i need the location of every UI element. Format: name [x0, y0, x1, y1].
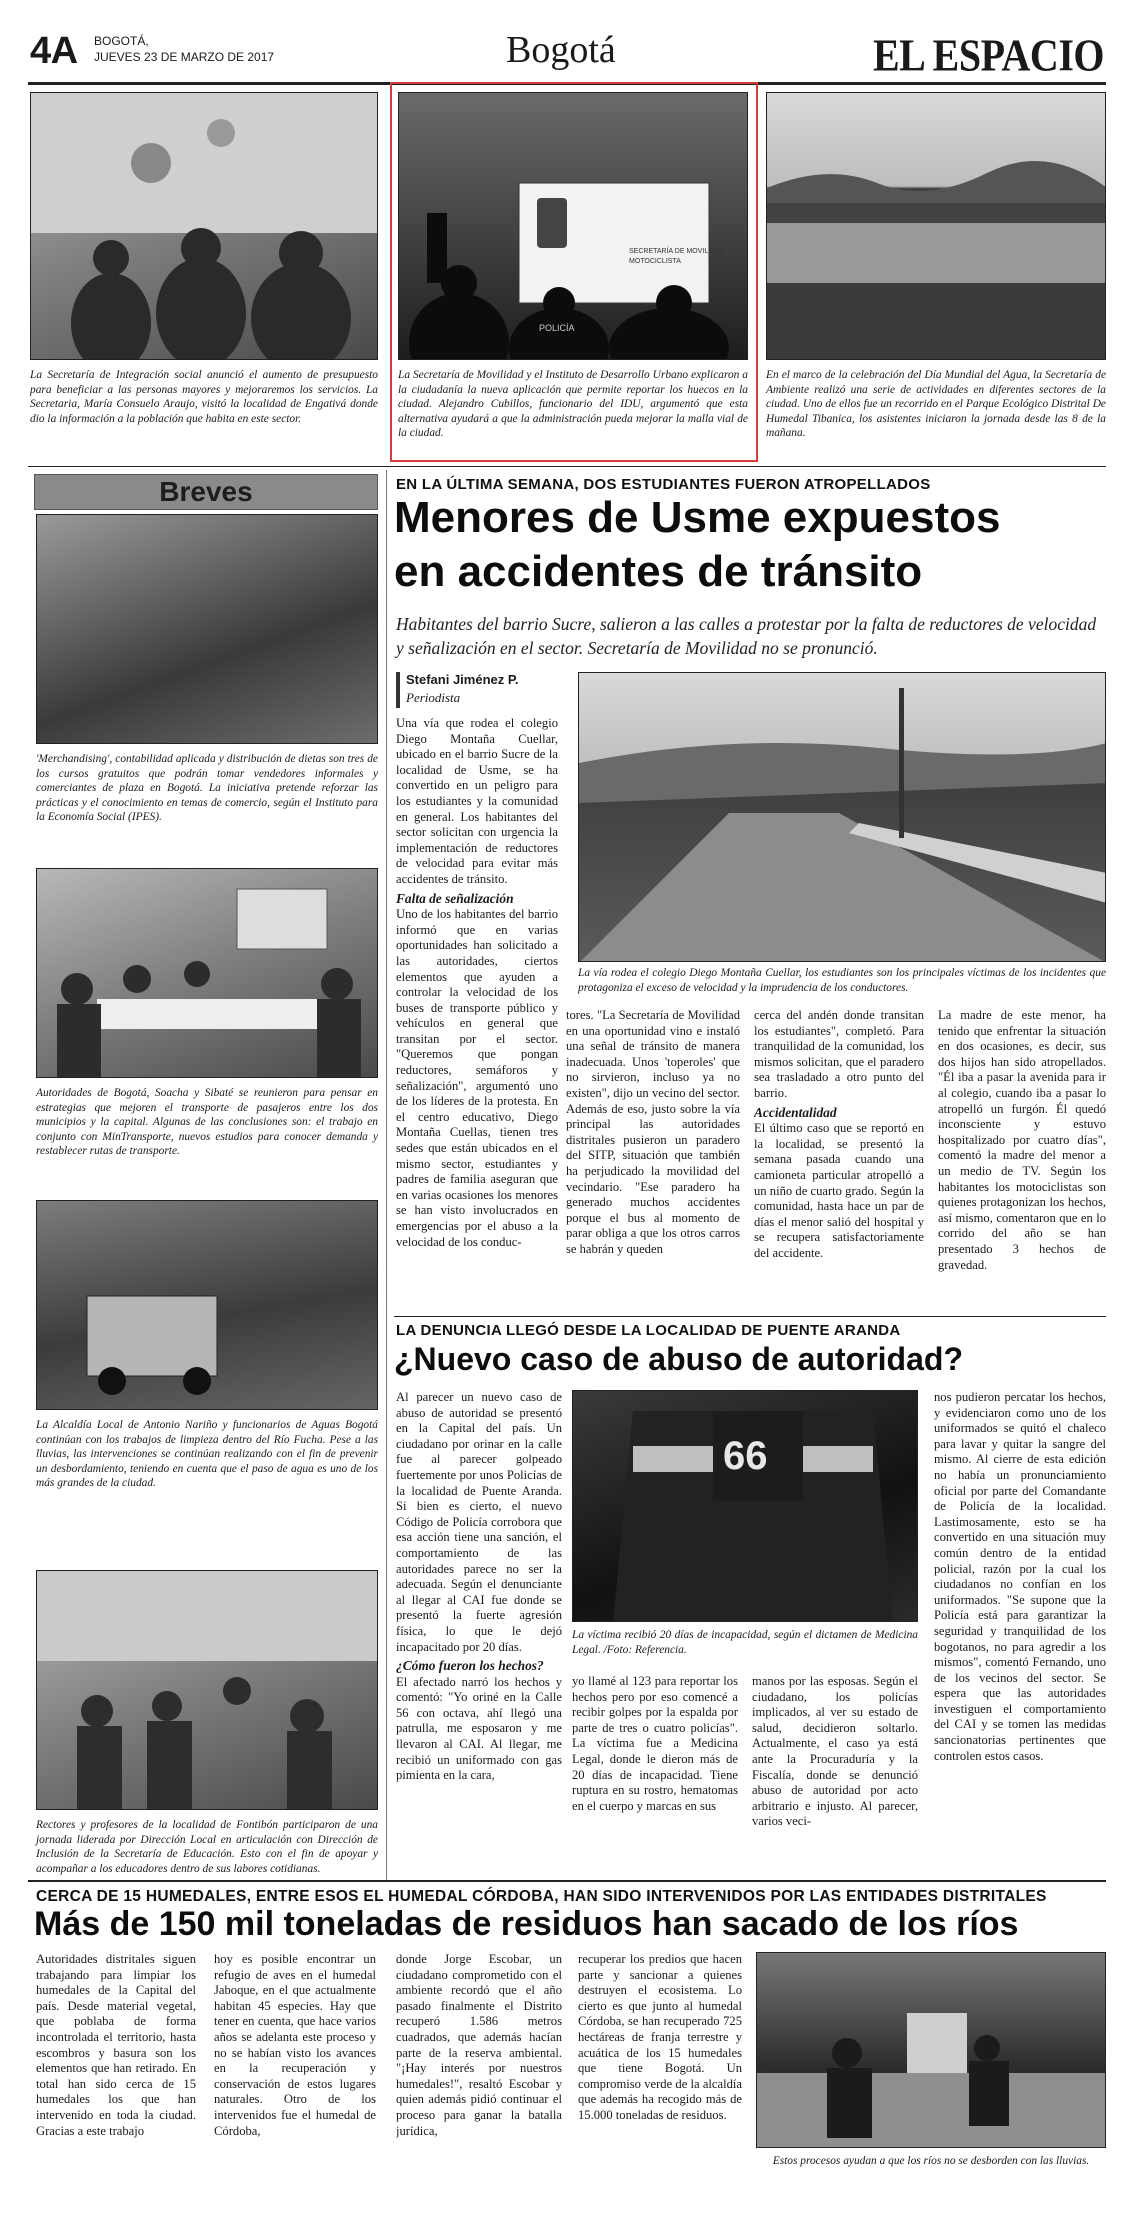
newspaper-logo: EL ESPACIO — [873, 29, 1104, 81]
article3-kicker: CERCA DE 15 HUMEDALES, ENTRE ESOS EL HUMEDAL CÓRDOBA, HAN SIDO INTERVENIDOS POR LAS ENTIDADES DISTRITALES — [36, 1888, 1047, 1905]
article1-col3: cerca del andén donde transitan los estudiantes", completó. Para tranquilidad de la comunidad, los mismos solicitan, que el paradero sea trasladado a otro punto del barrio. Accidentalidad El último caso que se reportó en la localidad, se presentó la semana pasada cuando una camioneta particular atropelló a un niño de cuarto grado. Según la comunidad, hasta hace un par de días el menor salió del hospital y se recupera satisfactoriamente del accidente. — [754, 1008, 924, 1260]
article2-col2: yo llamé al 123 para reportar los hechos pero por eso comencé a recibir golpes por la espalda por parte de tres o cuatro policías". La víctima fue a Medicina Legal, donde le dieron más de 20 días de incapacidad. Tiene ruptura en su rostro, hematomas en el cuerpo y marcas en sus — [572, 1674, 738, 1813]
article1-headline-2: en accidentes de tránsito — [394, 547, 923, 596]
breves-title: Breves — [159, 476, 253, 507]
article1-col2: tores. "La Secretaría de Movilidad en una oportunidad vino e instaló una señal de tránsito de manera inadecuada. Unos 'toperoles' que no sirvieron, incluso ya no existen", dijo un vecino del sector. Además de eso, justo sobre la vía principal las autoridades distritales pusieron un paradero del SITP, situación que también ha perjudicado la movilidad del vecindario. "Ese paradero ha generado muchos accidentes porque el bus al momento de parar obliga a que los otros carros se habrán y queden — [566, 1008, 740, 1256]
article3-headline: Más de 150 mil toneladas de residuos han sacado de los ríos — [34, 1905, 1019, 1943]
masthead-date: JUEVES 23 DE MARZO DE 2017 — [94, 50, 275, 64]
article2-headline: ¿Nuevo caso de abuso de autoridad? — [394, 1341, 963, 1377]
wetland-scene-icon — [767, 93, 1106, 360]
article1-photo-caption: La vía rodea el colegio Diego Montaña Cuellar, los estudiantes son los principales víctimas de los incidentes que protagoniza el exceso de velocidad y la imprudencia de los conductores. — [578, 967, 1106, 994]
article1-subhead-2: Accidentalidad — [754, 1104, 837, 1120]
author-bar — [396, 672, 400, 708]
meeting-scene-icon — [31, 93, 378, 360]
truck-icon — [37, 1201, 378, 1410]
article1-col4: La madre de este menor, ha tenido que enfrentar la situación en dos ocasiones, es decir, sus dos hijos han sido atropellados. "Él iba a pasar la avenida para ir al colegio, cuando iba a pasar lo atropelló un furgón. Él quedó inconsciente y estuvo hospitalizado por cuatro días", comentó la madre del menor a un medio de TV. Según los habitantes los motociclistas son quienes protagonizan los hechos, así mismo, comentaron que en lo corrido del año se han presentado 3 hechos de gravedad. — [938, 1008, 1106, 1272]
breves-photo-4 — [36, 1570, 378, 1810]
breves-caption-4: Rectores y profesores de la localidad de Fontibón participaron de una jornada liderada por Dirección Local en articulación con Dirección de Inclusión de la Secretaría de Educación. Esto con el fin de apoyar y acompañar a los educadores dentro de sus labores cotidianas. — [36, 1819, 378, 1875]
top-section-rule — [28, 466, 1106, 467]
article3-photo-caption: Estos procesos ayudan a que los ríos no se desborden con las lluvias. — [772, 2155, 1090, 2167]
article2-col1: Al parecer un nuevo caso de abuso de autoridad se presentó en la Capital del país. Un ciudadano por orinar en la calle fue al parecer golpeado fuertemente por unos Policías de la localidad de Puente Aranda. Si bien es cierto, el nuevo Código de Policía corrobora que esa acción tiene una sanción, el comportamiento de las autoridades parece no ser la adecuada. Según el denunciante al llegar al CAI fue donde se presentó la fuerte agresión física, lo que le dejó incapacitado por 20 días. ¿Cómo fueron los hechos? El afectado narró los hechos y comentó: "Yo oriné en la Calle 56 con octava, ahí llegó una patrulla, me esposaron y me llevaron al CAI. Al llegar, me recibió un uniformado con gas pimienta en la cara, — [396, 1390, 562, 1783]
river-workers-icon — [757, 1953, 1106, 2148]
classroom-icon — [37, 1571, 378, 1810]
article2-photo — [572, 1390, 918, 1622]
article2-kicker: LA DENUNCIA LLEGÓ DESDE LA LOCALIDAD DE PUENTE ARANDA — [396, 1322, 901, 1339]
top-photo-3 — [766, 92, 1106, 360]
top-photo-2-caption: La Secretaría de Movilidad y el Instituto de Desarrollo Urbano explicaron a la ciudadanía la nueva aplicación que permite reportar los huecos en la ciudad. Alejandro Cubillos, funcionario del IDU, argumentó que esta alternativa ayudará a que la administración pueda mejorar la malla vial de la ciudad. — [398, 369, 748, 440]
article1-col1: Una vía que rodea el colegio Diego Montaña Cuellar, ubicado en el barrio Sucre de la localidad de Usme, se ha convertido en un peligro para los estudiantes y la comunidad en general. Los habitantes del sector solicitan con urgencia la implementación de reductores de velocidad para evitar más accidentes de tránsito. Falta de señalización Uno de los habitantes del barrio informó que en varias oportunidades han solicitado a las autoridades, ciertos elementos que ayuden a controlar la velocidad de los buses de transporte público y vehículos en general que transitan por el sector. "Queremos que pongan reductores, semáforos y señalización", argumentó uno de los líderes de la protesta. En el centro educativo, Diego Montaña Cuellas, tienen tres sedes que están ubicados en el mismo sector, estudiantes y padres de familia aseguran que en varias ocasiones los menores se han visto involucrados en emergencias por el abuso a la velocidad de los conduc- — [396, 716, 558, 1249]
article1-author-role: Periodista — [406, 690, 461, 705]
top-photo-2 — [398, 92, 748, 360]
page-number: 4A — [30, 30, 78, 72]
article3-col4: recuperar los predios que hacen parte y sancionar a quienes destruyen el ecosistema. Lo cierto es que junto al humedal Córdoba, se han recuperado 725 hectáreas de franja terrestre y acuática de los 15 humedales que tiene Bogotá. Un compromiso verde de la alcaldía que además ha recogido más de 15.000 toneladas de residuos. — [578, 1952, 742, 2122]
article1-subhead-1: Falta de señalización — [396, 890, 514, 906]
svg-text:POLICÍA: POLICÍA — [539, 323, 575, 333]
top-photo-1-caption: La Secretaría de Integración social anunció el aumento de presupuesto para beneficiar a las personas mayores y mejoraremos los servicios. La Secretaria, María Consuelo Araujo, visitó la localidad de Engativá donde dio la información a la población que habita en este sector. — [30, 369, 378, 425]
article1-deck: Habitantes del barrio Sucre, salieron a las calles a protestar por la falta de reductores de velocidad y señalización en el sector. Secretaría de Movilidad no se pronunció. — [396, 614, 1097, 658]
article2-photo-caption: La víctima recibió 20 días de incapacidad, según el dictamen de Medicina Legal. /Foto: Referencia. — [572, 1629, 918, 1656]
article1-author: Stefani Jiménez P. — [406, 672, 519, 687]
presentation-scene-icon — [399, 93, 748, 360]
breves-photo-3 — [36, 1200, 378, 1410]
breves-photo-1 — [36, 514, 378, 744]
article1-kicker: EN LA ÚLTIMA SEMANA, DOS ESTUDIANTES FUERON ATROPELLADOS — [396, 476, 931, 493]
article3-photo — [756, 1952, 1106, 2148]
article3-col1: Autoridades distritales siguen trabajando para limpiar los humedales de la Capital del país. Desde material vegetal, que poblaba de forma incontrolada el territorio, hasta escombros y basura son los elementos que han retirado. En total han sido cerca de 15 humedales los que han intervenido en toda la ciudad. Gracias a este trabajo — [36, 1952, 196, 2138]
article3-col2: hoy es posible encontrar un refugio de aves en el humedal Jaboque, en el que actualmente habitan 45 especies. Hay que tener en cuenta, que hace varios años se adelanta este proceso y no se habían visto los avances en la recuperación y conservación de estos lugares naturales. Otro de los intervenidos fue el humedal de Córdoba, — [214, 1952, 376, 2138]
masthead — [28, 28, 1106, 80]
breves-caption-1: 'Merchandising', contabilidad aplicada y distribución de dietas son tres de los cursos gratuitos que podrán tomar vendedores informales y comerciantes de plaza en Bogotá. La iniciativa pretende reforzar las prácticas y el conocimiento en temas de comercio, según el Instituto para la Economía Social (IPES). — [36, 753, 378, 824]
meeting-table-icon — [37, 869, 378, 1078]
svg-text:MOTOCICLISTA: MOTOCICLISTA — [629, 258, 681, 265]
svg-text:SECRETARÍA DE MOVILIDAD: SECRETARÍA DE MOVILIDAD — [629, 248, 725, 255]
breves-caption-3: La Alcaldía Local de Antonio Nariño y funcionarios de Aguas Bogotá continúan con los trabajos de limpieza dentro del Río Fucha. Pese a las lluvias, las intervenciones se continúan realizando con el fin de prevenir un desbordamiento, teniendo en cuenta que el paso de agua es uno de los más grandes de la ciudad. — [36, 1419, 378, 1490]
article2-subhead-1: ¿Cómo fueron los hechos? — [396, 1658, 544, 1674]
breves-divider — [386, 470, 387, 1880]
article3-col3: donde Jorge Escobar, un ciudadano comprometido con el ambiente recordó que el año pasado finalmente el Distrito recuperó 1.586 metros cuadrados, que además hacían parte de la reserva ambiental. "¡Hay interés por nuestros humedales!", resaltó Escobar y quien además pidió continuar el proceso para ganar la batalla jurídica, — [396, 1952, 562, 2138]
article1-headline-1: Menores de Usme expuestos — [394, 493, 1001, 542]
police-vest-icon — [573, 1391, 918, 1622]
breves-caption-2: Autoridades de Bogotá, Soacha y Sibaté se reunieron para pensar en estrategias que mejoren el transporte de pasajeros entre los dos municipios y la capital. Algunas de las conclusiones son: el trabajo en conjunto con MinTransporte, nuevos estudios para conocer demanda y restablecer rutas de transporte. — [36, 1087, 378, 1158]
article1-photo — [578, 672, 1106, 962]
masthead-city: BOGOTÁ, — [94, 34, 149, 48]
breves-header — [34, 474, 378, 510]
svg-text:66: 66 — [723, 1434, 768, 1478]
article2-col4: nos pudieron percatar los hechos, y evidenciaron como uno de los uniformados se quitó el chaleco para lavar y quitar la sangre del mismo. Al cierre de esta edición no había un pronunciamiento oficial por parte del Comandante de Policía de la localidad. Lastimosamente, esto se ha convertido en una situación muy común dentro de la entidad policial, razón por la cual los ciudadanos no confían en los uniformados. "Se supone que la Policía está para garantizar la seguridad y tranquilidad de los bogotanos, no para agredir a los mismos", comentó Fernando, uno de los vecinos del sector. Se espera que las autoridades investiguen el comportamiento del CAI y se tomen las medidas sancionatorias pertinentes que controlen estos casos. — [934, 1390, 1106, 1763]
article1-rule — [394, 1316, 1106, 1317]
article2-col3: manos por las esposas. Según el ciudadano, los policías implicados, al ver su estado de salud, decidieron soltarlo. Actualmente, el caso ya está ante la Procuraduría y la Fiscalía, donde se denunció abuso de autoridad por acto arbitrario e injusto. Al parecer, varios veci- — [752, 1674, 918, 1829]
road-scene-icon — [579, 673, 1106, 962]
section-title: Bogotá — [506, 29, 616, 71]
top-photo-3-caption: En el marco de la celebración del Día Mundial del Agua, la Secretaría de Ambiente realizó una serie de actividades en diferentes sectores de la ciudad. Uno de ellos fue un recorrido en el Parque Ecológico Distrital De Humedal Tibanica, los asistentes iniciaron la jornada desde las 8 de la mañana. — [766, 369, 1106, 440]
top-photo-1 — [30, 92, 378, 360]
bottom-section-rule — [28, 1880, 1106, 1882]
breves-photo-2 — [36, 868, 378, 1078]
